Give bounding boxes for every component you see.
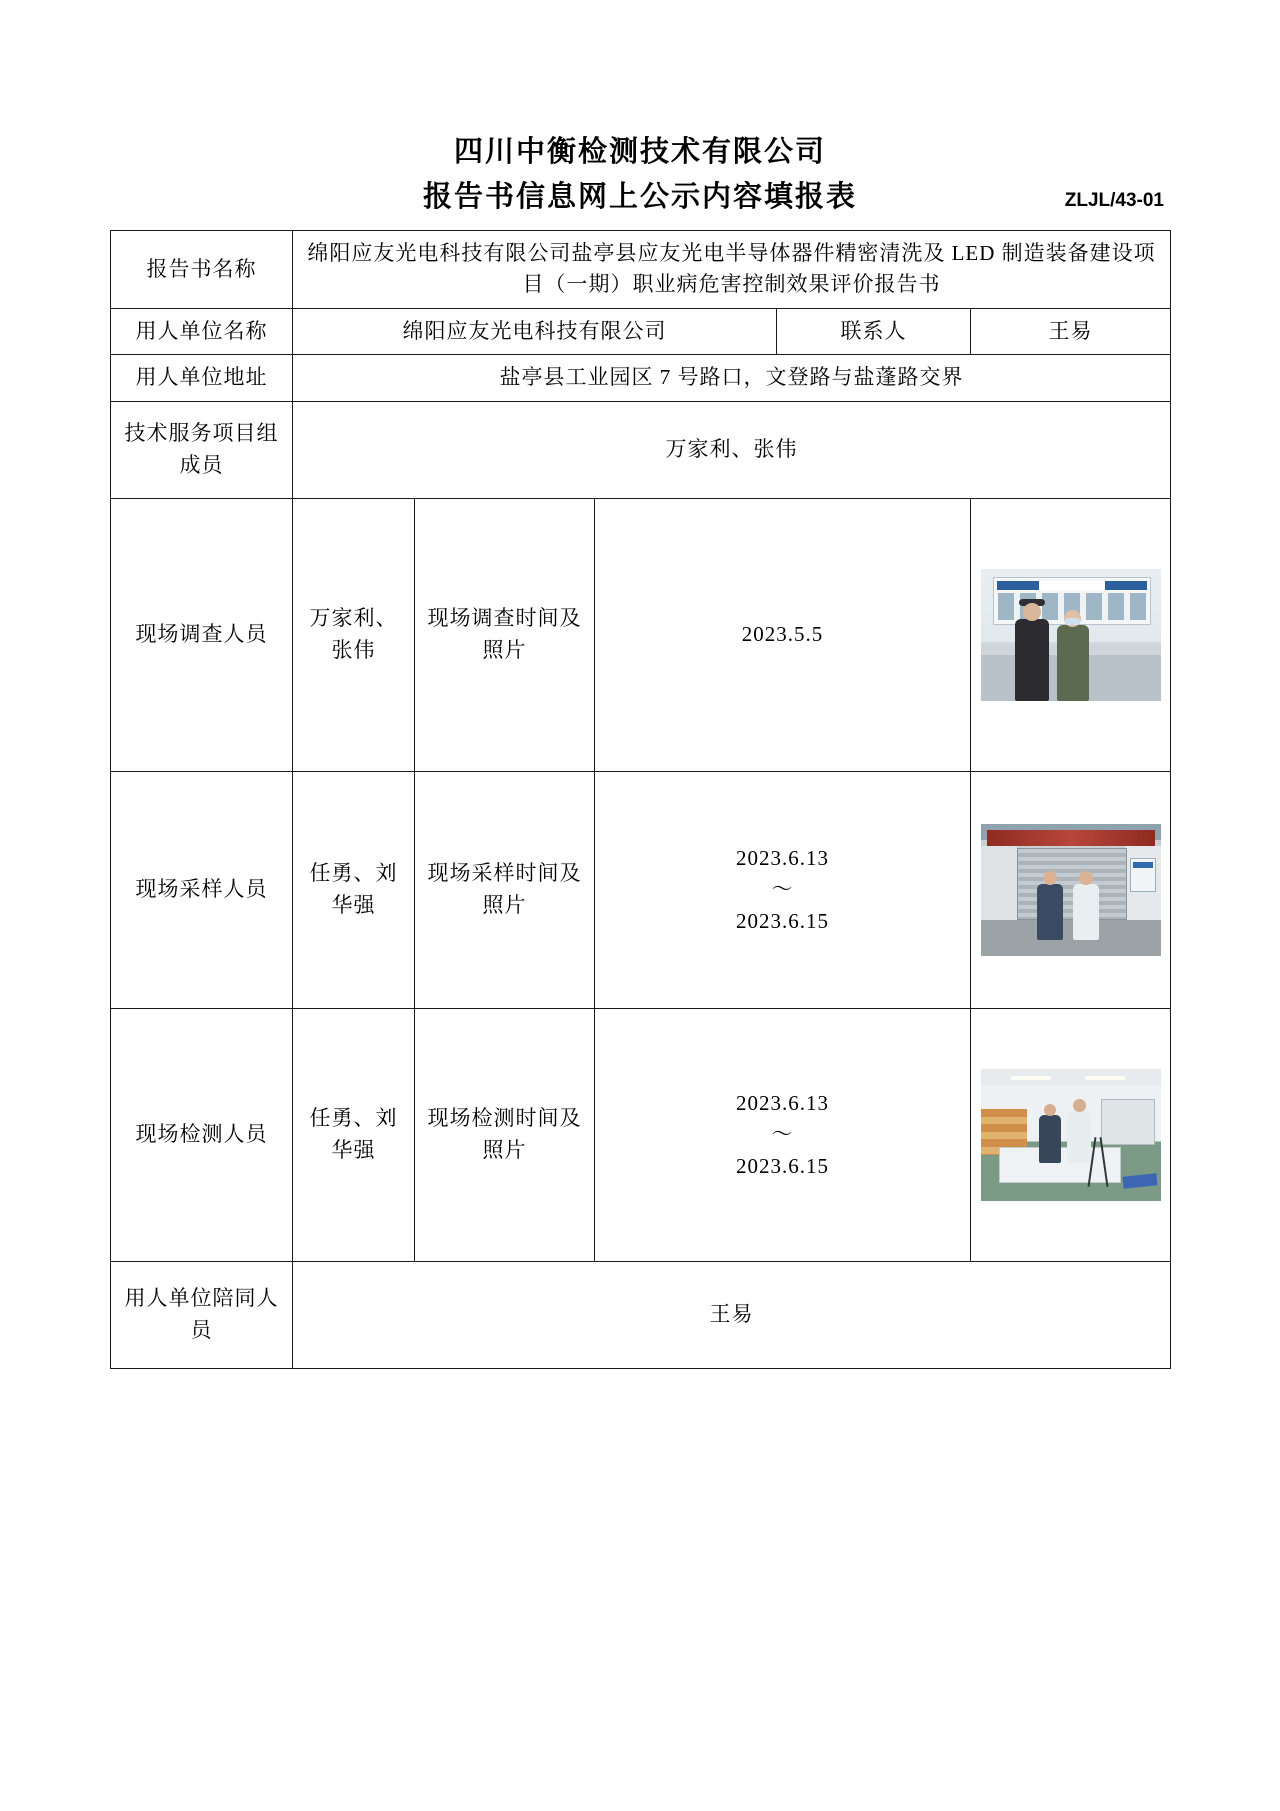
escort-label: 用人单位陪同人员 [111,1261,293,1368]
report-name-label: 报告书名称 [111,230,293,308]
table-row-employer [111,308,1171,355]
testing-time-end: 2023.6.15 [736,1153,829,1178]
sampling-time-label: 现场采样时间及照片 [415,771,595,1008]
testing-time-value [595,1008,971,1261]
table-row-site-sampling [111,771,1171,1008]
survey-people: 万家利、张伟 [293,498,415,771]
escort-value: 王易 [293,1261,1171,1368]
sampling-time-end: 2023.6.15 [736,908,829,933]
site-sampling-photo [981,824,1161,956]
testing-time-start: 2023.6.13 [736,1090,829,1115]
document-code: ZLJL/43-01 [1064,190,1164,212]
survey-time-value: 2023.5.5 [595,498,971,771]
testing-label: 现场检测人员 [111,1008,293,1261]
address-value: 盐亭县工业园区 7 号路口，文登路与盐蓬路交界 [293,355,1171,402]
table-row-team [111,401,1171,498]
site-survey-photo [981,569,1161,701]
company-title: 四川中衡检测技术有限公司 [453,136,826,168]
contact-value: 王易 [971,308,1171,355]
table-row-address [111,355,1171,402]
sampling-time-value [595,771,971,1008]
survey-photo-cell [971,498,1171,771]
address-label: 用人单位地址 [111,355,293,402]
employer-label: 用人单位名称 [111,308,293,355]
form-title-row [110,175,1170,220]
sampling-label: 现场采样人员 [111,771,293,1008]
report-name-value: 绵阳应友光电科技有限公司盐亭县应友光电半导体器件精密清洗及 LED 制造装备建设项目（一期）职业病危害控制效果评价报告书 [293,230,1171,308]
public-disclosure-table [110,230,1171,1369]
testing-time-separator: ～ [771,1122,794,1147]
table-row-site-survey [111,498,1171,771]
sampling-time-separator: ～ [771,877,794,902]
team-value: 万家利、张伟 [293,401,1171,498]
table-row-report-name [111,230,1171,308]
testing-photo-cell [971,1008,1171,1261]
contact-label: 联系人 [777,308,971,355]
sampling-time-start: 2023.6.13 [736,845,829,870]
team-label: 技术服务项目组成员 [111,401,293,498]
survey-label: 现场调查人员 [111,498,293,771]
sampling-people: 任勇、刘华强 [293,771,415,1008]
sampling-photo-cell [971,771,1171,1008]
site-testing-photo [981,1069,1161,1201]
employer-value: 绵阳应友光电科技有限公司 [293,308,777,355]
testing-people: 任勇、刘华强 [293,1008,415,1261]
table-row-site-testing [111,1008,1171,1261]
form-title: 报告书信息网上公示内容填报表 [422,180,857,213]
survey-time-label: 现场调查时间及照片 [415,498,595,771]
testing-time-label: 现场检测时间及照片 [415,1008,595,1261]
table-row-escort [111,1261,1171,1368]
